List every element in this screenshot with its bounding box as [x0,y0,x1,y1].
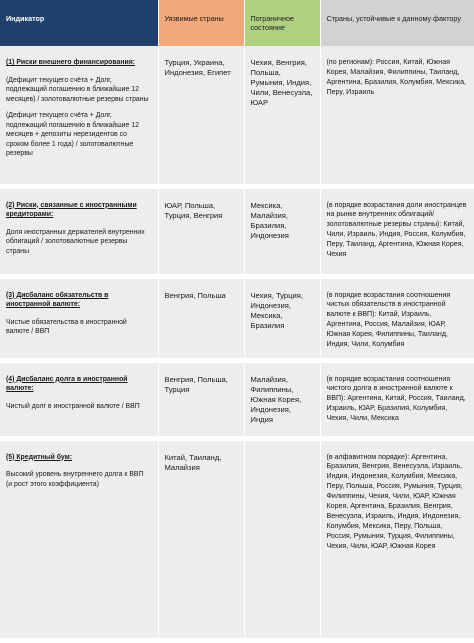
borderline-cell: Мексика, Малайзия, Бразилия, Индонезия [244,186,320,276]
indicator-cell [0,360,158,438]
indicator-cell [0,438,158,640]
indicator-description: Чистые обязательства в иностранной валюте / ВВП [6,318,127,336]
vulnerable-cell: Турция, Украина, Индонезия, Египет [158,46,244,186]
borderline-cell: Чехия, Венгрия, Польша, Румыния, Индия, Чили, Венесуэла, ЮАР [244,46,320,186]
table-row [0,276,474,360]
table-row [0,360,474,438]
indicator-cell [0,186,158,276]
borderline-cell: Малайзия, Филиппины, Южная Корея, Индонезия, Индия [244,360,320,438]
table-row [0,46,474,186]
vulnerable-cell: ЮАР, Польша, Турция, Венгрия [158,186,244,276]
indicator-description: Высокий уровень внутреннего долга к ВВП (и рост этого коэффициента) [6,471,144,488]
indicator-description: Доля иностранных держателей внутренних облигаций / золотовалютные резервы страны [6,228,145,255]
borderline-cell [244,438,320,640]
resilient-cell: (в порядке возрастания доли иностранцев на рынке внутренних облигаций/золотовалютные резервы страны): Китай, Чили, Израиль, Индия, Россия, Колумбия, Перу, Таиланд, Аргентина, Южная Корея, Чехия [320,186,474,276]
resilient-cell: (в алфавитном порядке): Аргентина, Бразилия, Венгрия, Венесуэла, Израиль, Индия, Индонезия, Колумбия, Мексика, Перу, Польша, Россия, Румыния, Турция, Филиппины, Чехия, Чили, ЮАР, Южная Корея, Аргентина, Бразилия, Венгрия, Венесуэла, Израиль, Индия, Индонезия, Колумбия, Мексика, Перу, Польша, Россия, Румыния, Турция, Филиппины, Чехия, Чили, ЮАР, Южная Корея [320,438,474,640]
indicator-title: (1) Риски внешнего финансирования: [6,59,136,66]
borderline-cell: Чехия, Турция, Индонезия, Мексика, Бразилия [244,276,320,360]
indicator-cell [0,276,158,360]
table-row [0,186,474,276]
indicator-title: (5) Кредитный бум: [6,453,73,461]
vulnerable-cell: Венгрия, Польша [158,276,244,360]
table-header-row [0,0,474,46]
indicator-title: (4) Дисбаланс долга в иностранной валюте: [6,375,128,393]
header-resilient: Страны, устойчивые к данному фактору [320,0,474,46]
resilient-cell: (в порядке возрастания соотношения чистого долга в иностранной валюте к ВВП): Аргентина, Китай, Россия, Таиланд, Израиль, ЮАР, Бразилия, Колумбия, Чехия, Чили, Мексика [320,360,474,438]
resilient-cell: (по регионам): Россия, Китай, Южная Корея, Малайзия, Филиппины, Таиланд, Аргентина, Бразилия, Колумбия, Мексика, Перу, Израиль [320,46,474,186]
header-indicator: Индикатор [0,0,158,46]
table-row [0,438,474,640]
header-borderline: Пограничное состояние [244,0,320,46]
indicator-cell [0,46,158,186]
indicator-title: (3) Дисбаланс обязательств в иностранной валюте: [6,291,109,309]
indicator-title: (2) Риски, связанные с иностранными кредиторами: [6,201,137,219]
indicator-description: Чистый долг в иностранной валюте / ВВП [6,402,140,410]
vulnerable-cell: Китай, Таиланд, Малайзия [158,438,244,640]
resilient-cell: (в порядке возрастания соотношения чистых обязательств в иностранной валюте к ВВП): Китай, Израиль, Аргентина, Россия, Малайзия, ЮАР, Южная Корея, Филиппины, Таиланд, Индия, Чили, Колумбия [320,276,474,360]
indicator-description: (Дефицит текущего счёта + Долг, подлежащий погашению в ближайшие 12 месяцев + депозиты нерезидентов со сроком более 1 года) / золотовалютные резервы [6,112,139,158]
header-vulnerable: Уязвимые страны [158,0,244,46]
vulnerable-cell: Венгрия, Польша, Турция [158,360,244,438]
indicator-description: (Дефицит текущего счёта + Долг, подлежащий погашению в ближайшие 12 месяцев) / золотовалютные резервы страны [6,76,149,103]
